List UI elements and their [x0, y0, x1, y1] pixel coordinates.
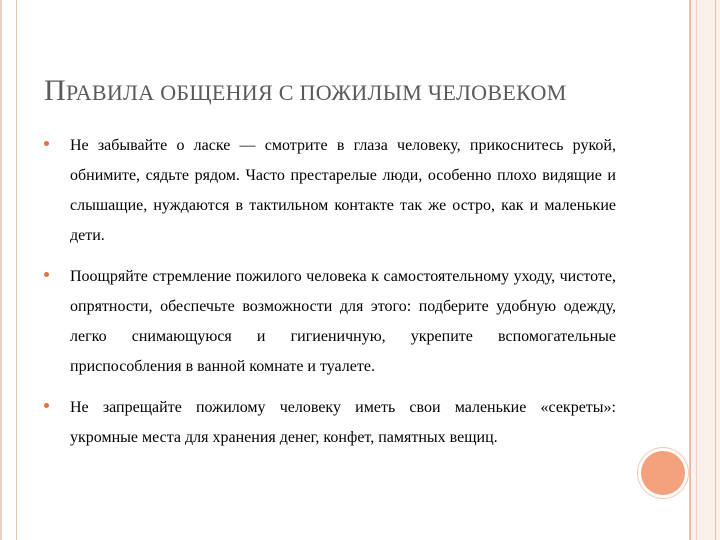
bullet-icon: [44, 141, 49, 146]
list-item-text: Поощряйте стремление пожилого человека к самостоятельному уходу, чистоте, опрятности, обеспечьте возможности для этого: подберите удобную одежду, легко снимающуюся и гигиеничную, укрепите вспомогательные приспособления в ванной комнате и туалете.: [70, 268, 616, 375]
bullet-icon: [44, 272, 49, 277]
list-item: [44, 131, 616, 251]
right-band-line: [715, 0, 716, 540]
list-item: [44, 262, 616, 382]
right-band-line: [696, 0, 697, 540]
list-item-text: Не забывайте о ласке — смотрите в глаза человеку, прикоснитесь рукой, обнимите, сядьте рядом. Часто престарелые люди, особенно плохо видящие и слышащие, нуждаются в тактильном контакте так же остро, как и маленькие дети.: [70, 137, 616, 244]
decorative-circle-icon: [641, 451, 685, 495]
list-item: [44, 393, 616, 453]
right-band-line: [690, 0, 691, 540]
left-border-line: [0, 0, 2, 540]
bullet-icon: [44, 403, 49, 408]
list-item-text: Не запрещайте пожилому человеку иметь свои маленькие «секреты»: укромные места для хранения денег, конфет, памятных вещиц.: [70, 399, 616, 446]
right-decorative-band: [690, 0, 720, 540]
bullet-list: [44, 131, 616, 464]
slide-title: ПРАВИЛА ОБЩЕНИЯ С ПОЖИЛЫМ ЧЕЛОВЕКОМ: [44, 74, 567, 107]
